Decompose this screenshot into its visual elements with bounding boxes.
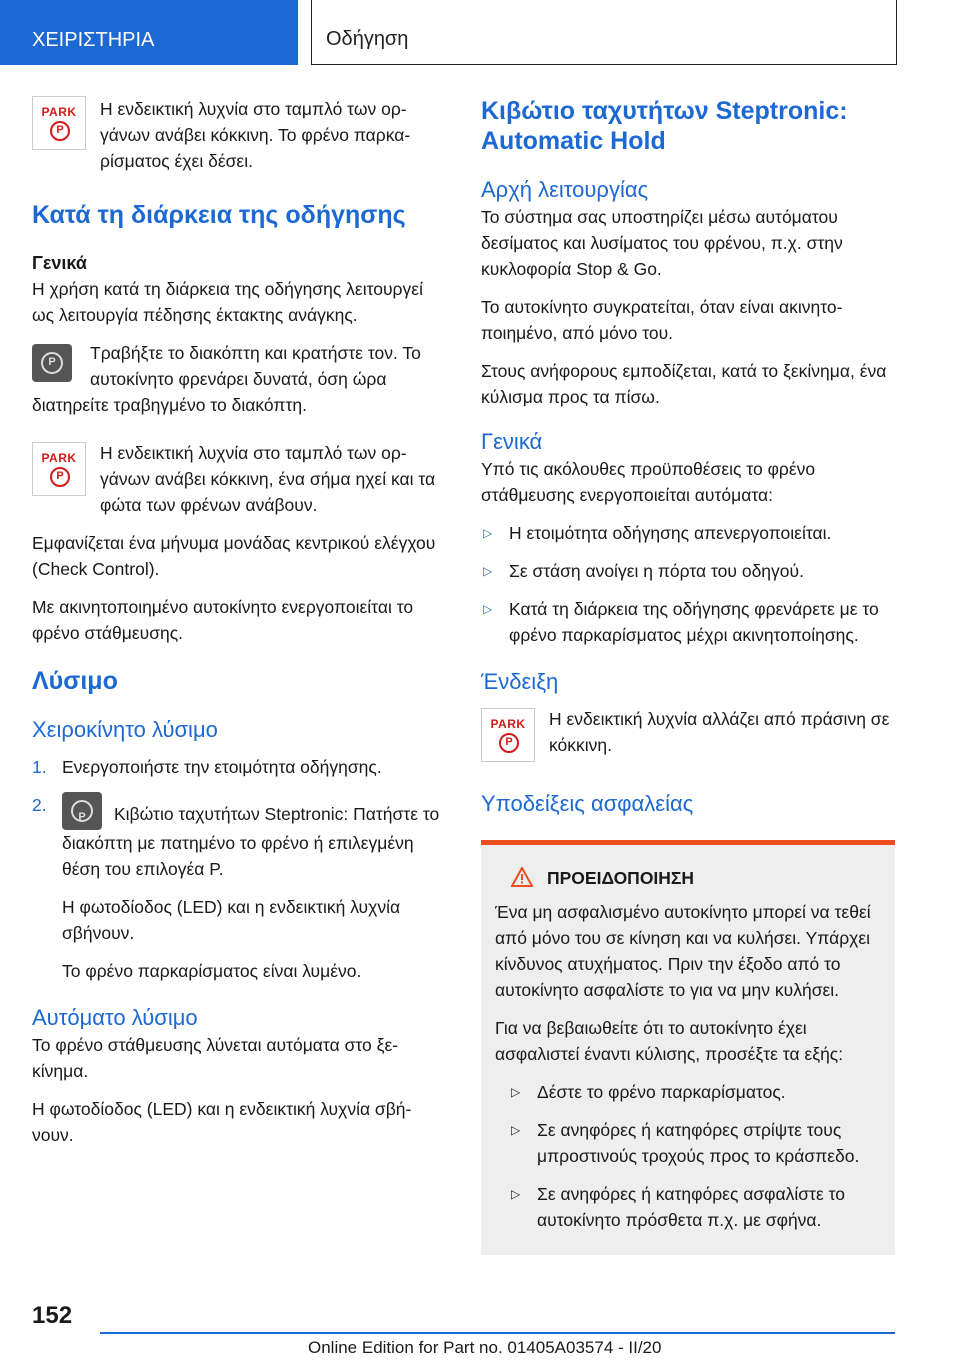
paragraph-general: Η χρήση κατά τη διάρκεια της οδήγησης λειτουργεί ως λειτουργία πέδησης έκτακτης ανάγκης.	[32, 279, 423, 325]
list-item: ▷ Η ετοιμότητα οδήγησης απενεργοποιείται.	[481, 520, 895, 546]
heading-automatic-hold: Κιβώτιο ταχυτήτων Steptronic: Automatic Hold	[481, 97, 848, 155]
list-item: ▷ Σε ανηφόρες ή κατηφόρες στρίψτε τους μπροστινούς τροχούς προς το κράσπεδο.	[509, 1117, 883, 1169]
paragraph-indication: Η ενδεικτική λυχνία αλλάζει από πράσινη σε κόκκινη.	[549, 709, 890, 755]
right-column	[481, 96, 895, 1255]
paragraph-support: Το σύστημα σας υποστηρίζει μέσω αυτόματου δεσίματος και λυσίματος του φρένου, π.χ. στην κυκλοφορία Stop & Go.	[481, 207, 843, 279]
paragraph-check-control: Εμφανίζεται ένα μήνυμα μονάδας κεντρικού ελέγχου (Check Control).	[32, 533, 436, 579]
list-item: 1. Ενεργοποιήστε την ετοιμότητα οδήγησης.	[32, 757, 382, 777]
heading-auto-release: Αυτόματο λύσιμο	[32, 1005, 198, 1030]
warning-paragraph-1: Ένα μη ασφαλισμένο αυτοκίνητο μπορεί να τεθεί από μόνο του σε κίνηση και να κυλήσει. Υπάρχει κίνδυνος ατυχήματος. Πριν την έξοδο από το αυτοκίνητο ασφαλίστε το για να μην κυλήσει.	[495, 902, 871, 1000]
intro-text: Η ενδεικτική λυχνία στο ταμπλό των οργάνων ανάβει κόκκινη. Το φρένο παρκαρίσματος έχει δέσει.	[100, 99, 411, 171]
list-item: ▷ Δέστε το φρένο παρκαρίσματος.	[509, 1079, 883, 1105]
parking-brake-switch-icon	[62, 792, 102, 830]
warning-triangle-icon	[511, 867, 533, 887]
release-steps	[32, 754, 442, 882]
list-item: ▷ Κατά τη διάρκεια της οδήγησης φρενάρετε με το φρένο παρκαρίσματος μέχρι ακινητοποίησης.	[481, 596, 895, 648]
heading-general-right: Γενικά	[481, 429, 543, 454]
parking-brake-switch-icon	[32, 344, 72, 382]
paragraph-park-light: Η ενδεικτική λυχνία στο ταμπλό των οργάνων ανάβει κόκκινη, ένα σήμα ηχεί και τα φώτα των φρένων ανάβουν.	[100, 443, 436, 515]
park-light-block-2	[32, 440, 442, 530]
warning-list	[495, 1079, 883, 1233]
paragraph-auto-led: Η φωτοδίοδος (LED) και η ενδεικτική λυχνία σβήνουν.	[32, 1099, 412, 1145]
footer-divider	[100, 1332, 895, 1334]
warning-title: ΠΡΟΕΙΔΟΠΟΙΗΣΗ	[547, 868, 695, 888]
warning-paragraph-2: Για να βεβαιωθείτε ότι το αυτοκίνητο έχει ασφαλιστεί έναντι κύλισης, προσέξτε τα εξής:	[495, 1018, 844, 1064]
heading-release: Λύσιμο	[32, 667, 118, 695]
conditions-list	[481, 520, 895, 648]
heading-safety: Υποδείξεις ασφαλείας	[481, 791, 694, 816]
header-section-label: ΧΕΙΡΙΣΤΗΡΙΑ	[32, 29, 155, 51]
paragraph-pull-switch: Τραβήξτε το διακόπτη και κρατήστε τον. Το αυτοκίνητο φρενάρει δυνατά, όση ώρα διατηρείτε τραβηγμένο το διακόπτη.	[32, 343, 421, 415]
park-light-block	[32, 96, 442, 186]
page-number: 152	[32, 1302, 73, 1329]
paragraph-hold: Το αυτοκίνητο συγκρατείται, όταν είναι ακινητοποιημένο, από μόνο του.	[481, 297, 843, 343]
header-section-tab[interactable]	[0, 0, 298, 65]
indication-block	[481, 706, 895, 770]
left-column	[32, 96, 442, 1160]
heading-during-driving: Κατά τη διάρκεια της οδήγησης	[32, 201, 406, 229]
paragraph-prevent: Στους ανήφορους εμποδίζεται, κατά το ξεκίνημα, ένα κύλισμα προς τα πίσω.	[481, 361, 887, 407]
header-chapter-label: Οδήγηση	[326, 28, 409, 50]
list-item: ▷ Σε ανηφόρες ή κατηφόρες ασφαλίστε το αυτοκίνητο πρόσθετα π.χ. με σφήνα.	[509, 1181, 883, 1233]
switch-block	[32, 340, 442, 418]
paragraph-conditions: Υπό τις ακόλουθες προϋποθέσεις το φρένο στάθμευσης ενεργοποιείται αυτόματα:	[481, 459, 816, 505]
footer-edition: Online Edition for Part no. 01405A03574 - II/20	[308, 1338, 662, 1357]
header-chapter-tab[interactable]	[311, 0, 897, 65]
warning-heading	[495, 867, 883, 889]
paragraph-stationary: Με ακινητοποιημένο αυτοκίνητο ενεργοποιείται το φρένο στάθμευσης.	[32, 597, 414, 643]
park-brake-icon: PARK P	[32, 442, 86, 496]
park-brake-icon: PARK P	[481, 708, 535, 762]
heading-general: Γενικά	[32, 253, 87, 273]
paragraph-led-off: Η φωτοδίοδος (LED) και η ενδεικτική λυχνία σβήνουν.	[62, 897, 401, 943]
paragraph-auto: Το φρένο στάθμευσης λύνεται αυτόματα στο ξεκίνημα.	[32, 1035, 399, 1081]
heading-manual-release: Χειροκίνητο λύσιμο	[32, 717, 218, 742]
list-item: 2. P Κιβώτιο ταχυτήτων Steptronic: Πατήστε το διακόπτη με πατημένο το φρένο ή επιλεγμένη θέση του επιλογέα P.	[32, 792, 442, 882]
heading-principle: Αρχή λειτουργίας	[481, 177, 649, 202]
park-brake-icon: PARK P	[32, 96, 86, 150]
heading-indication: Ένδειξη	[481, 669, 559, 694]
paragraph-released: Το φρένο παρκαρίσματος είναι λυμένο.	[62, 961, 362, 981]
warning-box	[481, 840, 895, 1255]
list-item: ▷ Σε στάση ανοίγει η πόρτα του οδηγού.	[481, 558, 895, 584]
